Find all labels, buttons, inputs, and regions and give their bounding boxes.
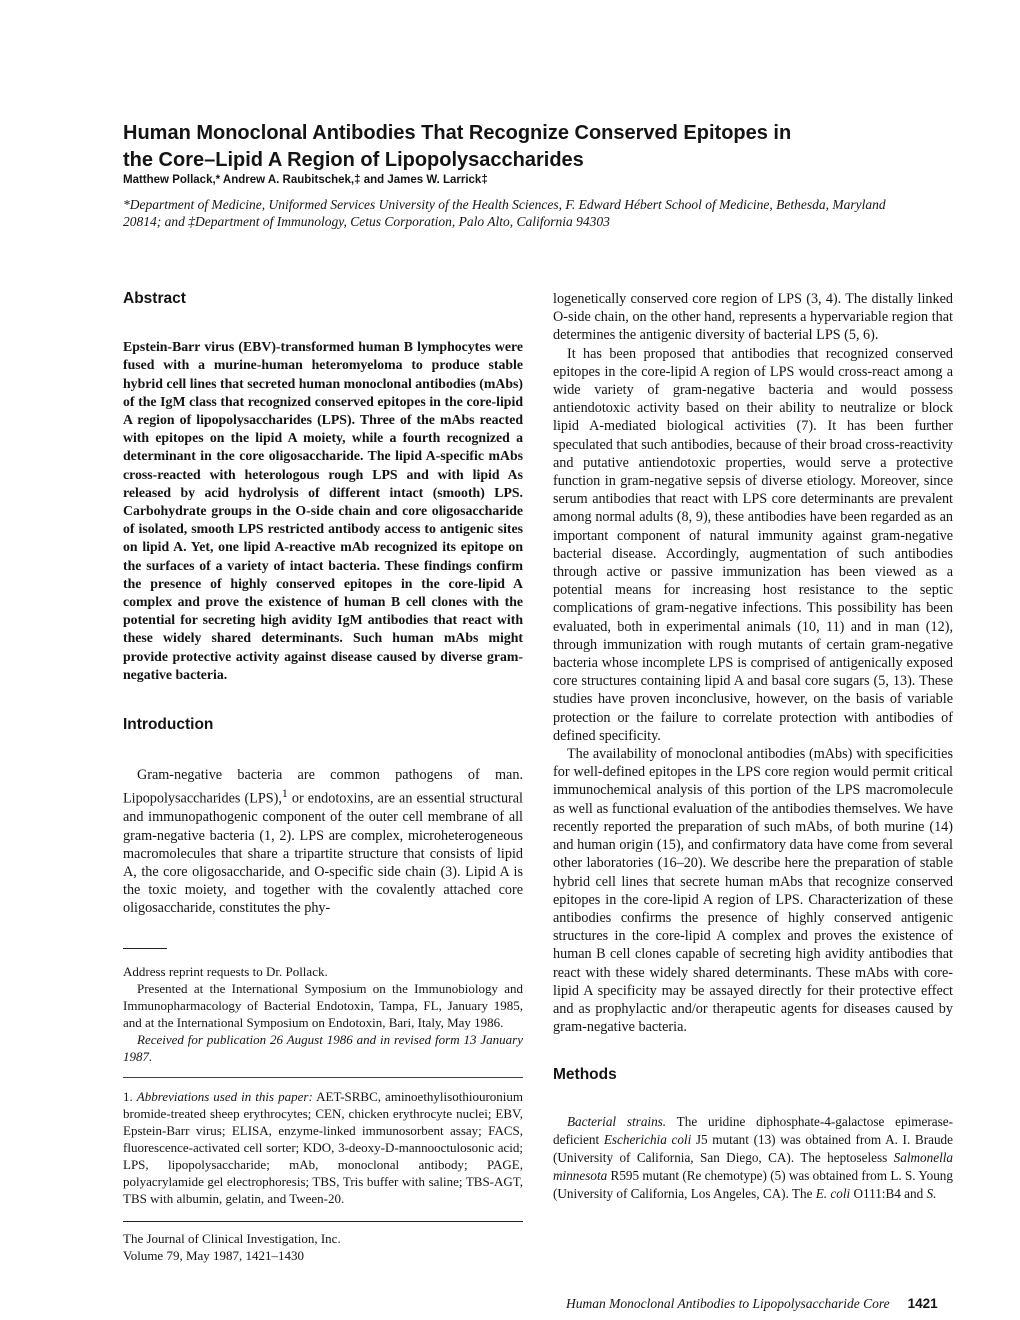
footnote-divider: [123, 948, 167, 949]
abbreviations-number: 1.: [123, 1088, 137, 1104]
intro-p1-text-a: Gram-negative bacteria are common pathogens of man. Lipopolysaccharides (LPS),: [123, 767, 523, 808]
introduction-paragraph-1: [123, 766, 523, 917]
species-name-3: E. coli: [815, 1185, 851, 1201]
methods-text-4: O111:B4 and: [850, 1185, 927, 1201]
abbreviations-text: AET-SRBC, aminoethylisothiouronium bromide-treated sheep erythrocytes; CEN, chicken erythrocyte nuclei; EBV, Epstein-Barr virus; ELISA, enzyme-linked immunosorbent assay; FACS, fluorescence-activated cell sorter; KDO, 3-deoxy-D-mannooctulosonic acid; LPS, lipopolysaccharide; mAb, monoclonal antibody; PAGE, polyacrylamide gel electrophoresis; TBS, Tris buffer with saline; TBS-AGT, TBS with albumin, gelatin, and Tween-20.: [123, 1088, 523, 1206]
footnote-ref-1: 1: [281, 786, 288, 801]
page-number: 1421: [907, 1296, 938, 1311]
abbreviations-label: Abbreviations used in this paper:: [136, 1088, 313, 1104]
introduction-paragraph-3: The availability of monoclonal antibodies (mAbs) with specificities for well-defined epitopes in the LPS core region would permit critical immunochemical analysis of this portion of the LPS macromolecule as well as functional evaluation of the antibodies themselves. We have recently reported the preparation of such mAbs, of both murine (14) and human origin (15), and confirmatory data have come from several other laboratories (16–20). We describe here the preparation of stable hybrid cell lines that secrete human mAbs that recognize conserved epitopes in the core-lipid A region of LPS. Characterization of these antibodies confirms the presence of highly conserved antigenic structures in the core-lipid A complex and proves the existence of human B cell clones capable of secreting high avidity antibodies that react with these widely shared determinants. These mAbs with core-lipid A specificity may be assayed directly for their protective effect and as prophylactic and/or therapeutic agents for diseases caused by gram-negative bacteria.: [553, 746, 953, 1036]
reprint-footnote: Address reprint requests to Dr. Pollack.: [123, 963, 328, 979]
methods-text-3: R595 mutant (Re chemotype) (5) was obtained from L. S. Young (University of California, Los Angeles, CA). The: [553, 1167, 953, 1201]
presented-footnote: Presented at the International Symposium on the Immunobiology and Immunopharmacology of Bacterial Endotoxin, Tampa, FL, January 1985, and at the International Symposium on Endotoxin, Bari, Italy, May 1986.: [123, 980, 523, 1030]
right-column: [553, 290, 953, 1203]
journal-name: The Journal of Clinical Investigation, Inc.: [123, 1230, 341, 1246]
methods-heading: Methods: [553, 1066, 617, 1084]
introduction-heading: Introduction: [123, 716, 214, 734]
author-list: Matthew Pollack,* Andrew A. Raubitschek,‡ and James W. Larrick‡: [123, 174, 488, 186]
title-line-1: Human Monoclonal Antibodies That Recognize Conserved Epitopes in: [123, 122, 792, 144]
footnote-separator: [123, 1077, 523, 1078]
journal-info: [123, 1221, 523, 1264]
page-footer: [566, 1296, 938, 1312]
introduction-paragraph-2: It has been proposed that antibodies that recognized conserved epitopes in the core-lipid A region of LPS would cross-react among a wide variety of gram-negative bacteria and would possess antiendotoxic activity based on their ability to neutralize or block lipid A-mediated biological activities (7). It has been further speculated that such antibodies, because of their broad cross-reactivity and putative antiendotoxic properties, would serve a protective function in gram-negative sepsis of diverse etiology. Moreover, since serum antibodies that react with LPS core determinants are prevalent among normal adults (8, 9), these antibodies have been regarded as an important component of natural immunity against gram-negative bacterial disease. Accordingly, augmentation of such antibodies through active or passive immunization has been viewed as a potential means for increasing host resistance to the septic complications of gram-negative infections. This possibility has been evaluated, both in experimental animals (10, 11) and in man (12), through immunization with rough mutants of certain gram-negative bacteria whose incomplete LPS is comprised of antigenically exposed core structures containing lipid A and basal core sugars (5, 13). These studies have proven inconclusive, however, on the basis of variable protection or the failure to correlate protection with antibodies of defined specificity.: [553, 345, 953, 744]
abstract-text: Epstein-Barr virus (EBV)-transformed human B lymphocytes were fused with a murine-human heteromyeloma to produce stable hybrid cell lines that secreted human monoclonal antibodies (mAbs) of the IgM class that recognized conserved epitopes in the core-lipid A region of lipopolysaccharides (LPS). Three of the mAbs reacted with epitopes on the lipid A moiety, while a fourth recognized a determinant in the core oligosaccharide. The lipid A-specific mAbs cross-reacted with heterologous rough LPS and with lipid As released by acid hydrolysis of different intact (smooth) LPS. Carbohydrate groups in the O-side chain and core oligosaccharide of isolated, smooth LPS restricted antibody access to antigenic sites on lipid A. Yet, one lipid A-reactive mAb recognized its epitope on the surfaces of a variety of intact bacteria. These findings confirm the presence of highly conserved epitopes in the core-lipid A complex and prove the existence of human B cell clones with the potential for secreting high avidity IgM antibodies that react with these widely shared determinants. Such human mAbs might provide protective activity against disease caused by diverse gram-negative bacteria.: [123, 339, 523, 682]
methods-subheading: Bacterial strains.: [567, 1113, 667, 1129]
species-name-2: Salmonella minnesota: [553, 1149, 953, 1183]
methods-text-2: J5 mutant (13) was obtained from A. I. Braude (University of California, San Diego, CA). The heptoseless: [553, 1131, 953, 1165]
species-name-4: S.: [926, 1185, 937, 1201]
intro-p1-text-b: or endotoxins, are an essential structural and immunopathogenic component of the outer cell membrane of all gram-negative bacteria (1, 2). LPS are complex, microheterogeneous macromolecules that share a tripartite structure that consists of lipid A, the core oligosaccharide, and O-specific side chain (3). Lipid A is the toxic moiety, and together with the covalently attached core oligosaccharide, constitutes the phy-: [123, 791, 524, 917]
received-footnote: Received for publication 26 August 1986 and in revised form 13 January 1987.: [123, 1031, 523, 1064]
methods-text-1: The uridine diphosphate-4-galactose epimerase-deficient: [553, 1113, 953, 1147]
introduction-paragraph-1-continued: logenetically conserved core region of LPS (3, 4). The distally linked O-side chain, on the other hand, represents a hypervariable region that determines the antigenic diversity of bacterial LPS (5, 6).: [553, 291, 953, 344]
article-title: [123, 120, 903, 174]
abbreviations-footnote: [123, 1088, 523, 1207]
title-line-2: the Core–Lipid A Region of Lipopolysaccharides: [123, 149, 584, 171]
journal-divider: [123, 1221, 523, 1222]
journal-volume: Volume 79, May 1987, 1421–1430: [123, 1247, 305, 1263]
left-column: [123, 290, 523, 1264]
author-affiliations: *Department of Medicine, Uniformed Services University of the Health Sciences, F. Edward Hébert School of Medicine, Bethesda, Maryland 20814; and ‡Department of Immunology, Cetus Corporation, Palo Alto, California 94303: [123, 197, 886, 229]
methods-paragraph-1: [553, 1113, 953, 1203]
running-title: Human Monoclonal Antibodies to Lipopolysaccharide Core: [566, 1296, 890, 1311]
species-name-1: Escherichia coli: [603, 1131, 692, 1147]
abstract-heading: Abstract: [123, 290, 186, 307]
